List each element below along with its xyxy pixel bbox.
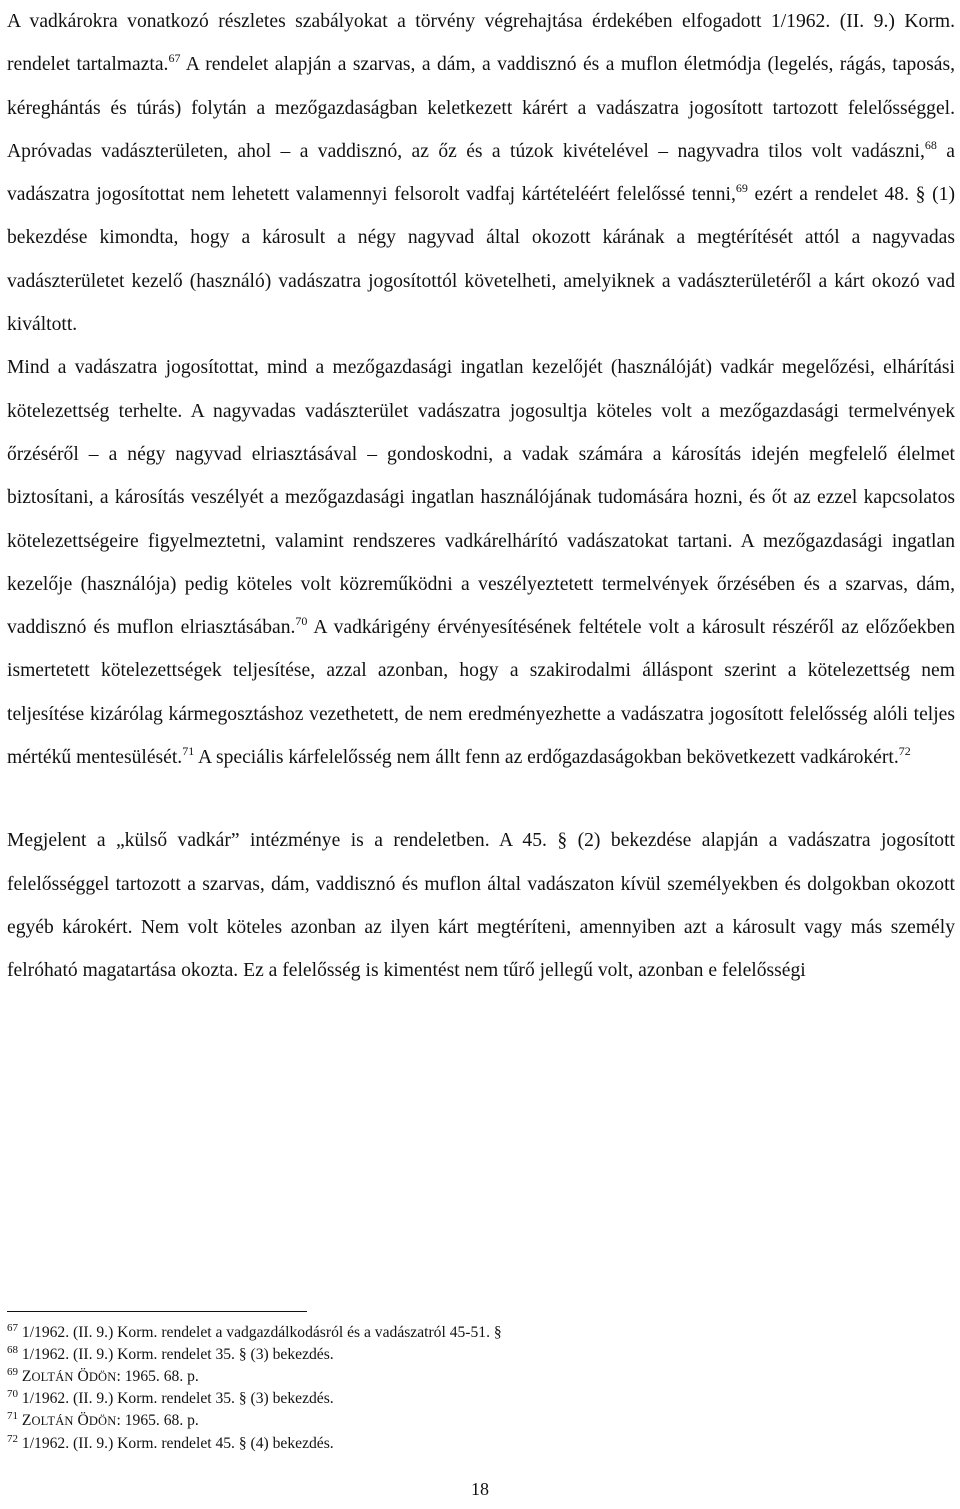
- paragraph: [7, 819, 955, 992]
- footnote-number: 72: [7, 1432, 18, 1445]
- text-run: Ö: [73, 1412, 89, 1430]
- text-run: A rendelet alapján a szarvas, a dám, a vaddisznó és a muflon életmódja (legelés, rágás, taposás, kéreghántás és túrás) folytán a mezőgazdaságban keletkezett kárért a vadászatra jogosított tartozott felelősséggel. Apróvadas vadászterületen, ahol – a vaddisznó, az őz és a túzok kivételével – nagyvadra tilos volt vadászni,: [7, 54, 955, 162]
- paragraph-spacer: [7, 779, 955, 819]
- text-run: : 1965. 68. p.: [116, 1367, 199, 1385]
- footnote-reference: 70: [295, 614, 308, 629]
- footnote-number: 71: [7, 1410, 18, 1423]
- paragraph: [7, 0, 955, 346]
- paragraph: [7, 346, 955, 779]
- footnote-reference: 71: [182, 744, 195, 759]
- small-caps-text: OLTÁN: [31, 1369, 74, 1384]
- footnote-separator: [7, 1311, 307, 1312]
- footnote-reference: 68: [924, 137, 937, 152]
- text-run: A vadkárokra vonatkozó részletes szabályokat a törvény végrehajtása érdekében elfogadott 1/1962. (II. 9.) Korm. rendelet tartalmazta.: [7, 11, 955, 76]
- footnote-number: 70: [7, 1388, 18, 1401]
- text-run: a vadászatra jogosítottat nem lehetett valamennyi felsorolt vadfaj kártételéért felelőssé tenni,: [7, 140, 955, 206]
- footnote-reference: 67: [168, 51, 181, 66]
- footnote: [7, 1410, 947, 1433]
- text-run: : 1965. 68. p.: [116, 1412, 199, 1430]
- small-caps-text: DÖN: [88, 1369, 117, 1384]
- text-run: Ö: [73, 1367, 89, 1385]
- footnote-number: 67: [7, 1322, 18, 1334]
- text-run: 1/1962. (II. 9.) Korm. rendelet 35. § (3) bekezdés.: [18, 1345, 334, 1363]
- text-run: A speciális kárfelelősség nem állt fenn az erdőgazdaságokban bekövetkezett vadkárokért.: [194, 747, 899, 769]
- text-run: Megjelent a „külső vadkár” intézménye is a rendeletben. A 45. § (2) bekezdése alapján a vadászatra jogosított felelősséggel tartozott a szarvas, dám, vaddisznó és muflon által vadászaton kívül személyekben és dolgokban okozott egyéb károkért. Nem volt köteles azonban az ilyen kárt megtéríteni, amennyiben azt a károsult vagy más személy felróható magatartása okozta. Ez a felelősség is kimentést nem tűrő jellegű volt, azonban e felelősségi: [7, 830, 955, 982]
- footnote-reference: 72: [898, 744, 911, 759]
- text-run: Z: [18, 1367, 32, 1385]
- text-run: 1/1962. (II. 9.) Korm. rendelet 35. § (3) bekezdés.: [18, 1390, 334, 1408]
- footnote-number: 69: [7, 1365, 18, 1378]
- footnote: [7, 1366, 947, 1389]
- body-text: [7, 0, 955, 993]
- text-run: ezért a rendelet 48. § (1) bekezdése kimondta, hogy a károsult a négy nagyvad által okozott kárának a megtérítését attól a nagyvadas vadászterületet kezelő (használó) vadászatra jogosítottól követelheti, amelyiknek a vadászterületéről a kárt okozó vad kiváltott.: [7, 184, 955, 336]
- footnote-number: 68: [7, 1343, 18, 1356]
- text-run: 1/1962. (II. 9.) Korm. rendelet 45. § (4) bekezdés.: [18, 1434, 334, 1452]
- footnote: [7, 1388, 947, 1410]
- small-caps-text: OLTÁN: [31, 1414, 74, 1429]
- footnote: [7, 1344, 947, 1366]
- page-number: 18: [471, 1479, 489, 1499]
- footnote: [7, 1433, 947, 1455]
- footnote: [7, 1322, 947, 1344]
- text-run: Mind a vadászatra jogosítottat, mind a mezőgazdasági ingatlan kezelőjét (használóját) vadkár megelőzési, elhárítási kötelezettség terhelte. A nagyvadas vadászterület vadászatra jogosultja köteles volt a mezőgazdasági termelvények őrzéséről – a négy nagyvad elriasztásával – gondoskodni, a vadak számára a károsítás idején megfelelő élelmet biztosítani, a károsítás veszélyét a mezőgazdasági ingatlan használójának tudomására hozni, és őt az ezzel kapcsolatos kötelezettségeire figyelmeztetni, valamint rendszeres vadkárelhárító vadászatokat tartani. A mezőgazdasági ingatlan kezelője (használója) pedig köteles volt közreműködni a veszélyeztetett termelvények őrzésében és a szarvas, dám, vaddisznó és muflon elriasztásában.: [7, 357, 955, 639]
- text-run: Z: [18, 1412, 32, 1430]
- footnote-reference: 69: [735, 181, 748, 196]
- small-caps-text: DÖN: [88, 1414, 117, 1429]
- footnotes: [7, 1322, 947, 1455]
- text-run: A vadkárigény érvényesítésének feltétele volt a károsult részéről az előzőekben ismertetett kötelezettségek teljesítése, azzal azonban, hogy a szakirodalmi álláspont szerint a kötelezettség nem teljesítése kizárólag kármegosztáshoz vezethetett, de nem eredményezhette a vadászatra jogosított felelősség alóli teljes mértékű mentesülését.: [7, 617, 955, 769]
- text-run: 1/1962. (II. 9.) Korm. rendelet a vadgazdálkodásról és a vadászatról 45-51. §: [18, 1324, 502, 1341]
